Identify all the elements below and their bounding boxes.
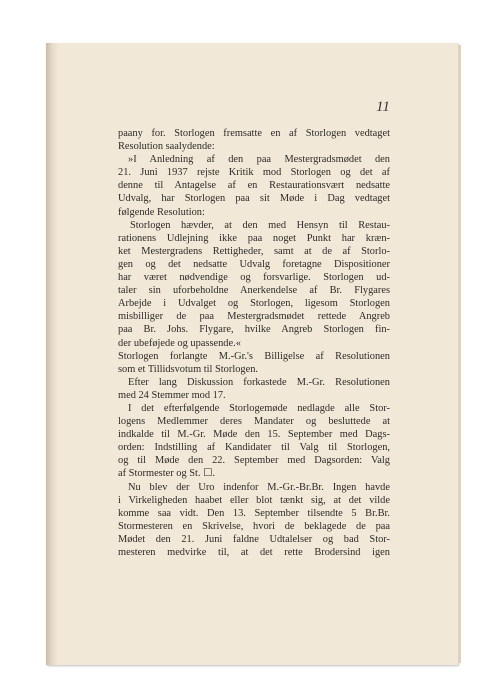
text-line: mesteren medvirke til, at det rette Brodersind igen [118,547,390,558]
text-line: »I Anledning af den paa Mestergradsmødet den [128,154,390,166]
text-line: logens Medlemmer deres Mandater og besluttede at [118,416,390,428]
text-line: Arbejde i Udvalget og Storlogen, ligesom Storlogen [118,298,390,310]
body-text [118,127,390,559]
text-line: Nu blev der Uro indenfor M.-Gr.-Br.Br. Ingen havde [128,481,390,493]
text-line: orden: Indstilling af Kandidater til Valg til Storlogen, [118,442,390,454]
text-line: med 24 Stemmer mod 17. [118,389,226,401]
text-line: komme saa vidt. Den 13. September tilsendte 5 Br.Br. [118,507,390,519]
text-line: og til Møde den 22. September med Dagsorden: Valg [118,455,390,467]
text-line: der ubeføjede og upassende.« [118,337,241,349]
text-line: rationens Udlejning ikke paa noget Punkt har kræn- [118,232,390,244]
book-page [46,43,458,665]
text-line: misbilliger de paa Mestergradsmødet rettede Angreb [118,311,390,323]
text-line: i Virkeligheden haabet eller blot tænkt sig, at det vilde [118,494,390,506]
text-line: 21. Juni 1937 rejste Kritik mod Storlogen og det af [118,167,390,179]
text-line: som et Tillidsvotum til Storlogen. [118,363,259,375]
text-line: paany for. Storlogen fremsatte en af Storlogen vedtaget [118,128,390,139]
page-gutter-shadow [46,43,58,665]
text-line: I det efterfølgende Storlogemøde nedlagde alle Stor- [128,402,390,414]
text-line: denne til Antagelse af en Restaurationsvært nedsatte [118,180,390,192]
text-line: Udvalg, har Storlogen paa sit Møde i Dag vedtaget [118,193,390,205]
page-edge [458,45,461,663]
text-line: Storlogen forlangte M.-Gr.'s Billigelse af Resolutionen [118,350,390,362]
text-line: indkalde til M.-Gr. Møde den 15. September med Dags- [118,429,390,441]
text-line: Mødet den 21. Juni faldne Udtalelser og bad Stor- [118,533,390,545]
text-line: Resolution saalydende: [118,141,215,153]
text-line: ket Mestergradens Rettigheder, samt at de af Storlo- [118,245,390,257]
page-number: 11 [376,99,390,115]
text-line: Stormesteren en Skrivelse, hvori de beklagede de paa [118,520,390,532]
text-line: gen og det nedsatte Udvalg foretagne Dispositioner [118,258,390,270]
text-line: Storlogen hævder, at den med Hensyn til Restau- [130,219,390,231]
text-line: Efter lang Diskussion forkastede M.-Gr. Resolutionen [128,376,390,388]
text-line: taler sin uforbeholdne Anerkendelse af Br. Flygares [118,285,390,297]
text-line: af Stormester og St. ☐. [118,468,216,480]
text-line: følgende Resolution: [118,206,205,218]
text-line: paa Br. Johs. Flygare, hvilke Angreb Storlogen fin- [118,324,390,336]
text-line: har været nødvendige og forsvarlige. Storlogen ud- [118,272,390,284]
